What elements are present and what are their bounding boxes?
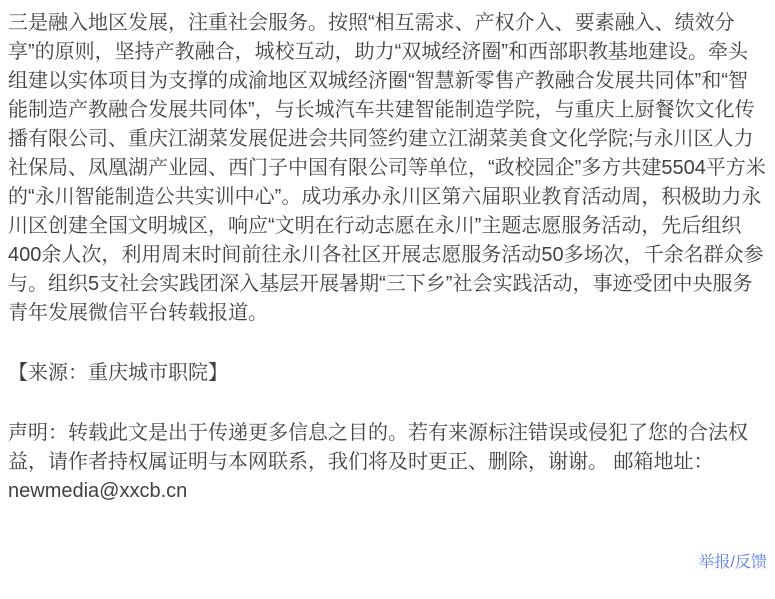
source-line: 【来源：重庆城市职院】 (8, 362, 228, 384)
report-feedback-row (8, 553, 767, 573)
article-body (8, 9, 767, 506)
disclaimer-text: 声明：转载此文是出于传递更多信息之目的。若有来源标注错误或侵犯了您的合法权益，请作者持权属证明与本网联系，我们将及时更正、删除，谢谢。 邮箱地址：newmedia@xxcb.cn (8, 422, 748, 502)
report-feedback-link[interactable]: 举报/反馈 (698, 554, 767, 571)
article-paragraph: 三是融入地区发展，注重社会服务。按照“相互需求、产权介入、要素融入、绩效分享”的原则，坚持产教融合，城校互动，助力“双城经济圈”和西部职教基地建设。牵头组建以实体项目为支撑的成渝地区双城经济圈“智慧新零售产教融合发展共同体”和“智能制造产教融合发展共同体”，与长城汽车共建智能制造学院，与重庆上厨餐饮文化传播有限公司、重庆江湖菜发展促进会共同签约建立江湖菜美食文化学院;与永川区人力社保局、凤凰湖产业园、西门子中国有限公司等单位，“政校园企”多方共建5504平方米的“永川智能制造公共实训中心”。成功承办永川区第六届职业教育活动周，积极助力永川区创建全国文明城区，响应“文明在行动志愿在永川”主题志愿服务活动，先后组织400余人次，利用周末时间前往永川各社区开展志愿服务活动50多场次，千余名群众参与。组织5支社会实践团深入基层开展暑期“三下乡”社会实践活动，事迹受团中央服务青年发展微信平台转载报道。 (8, 12, 766, 324)
